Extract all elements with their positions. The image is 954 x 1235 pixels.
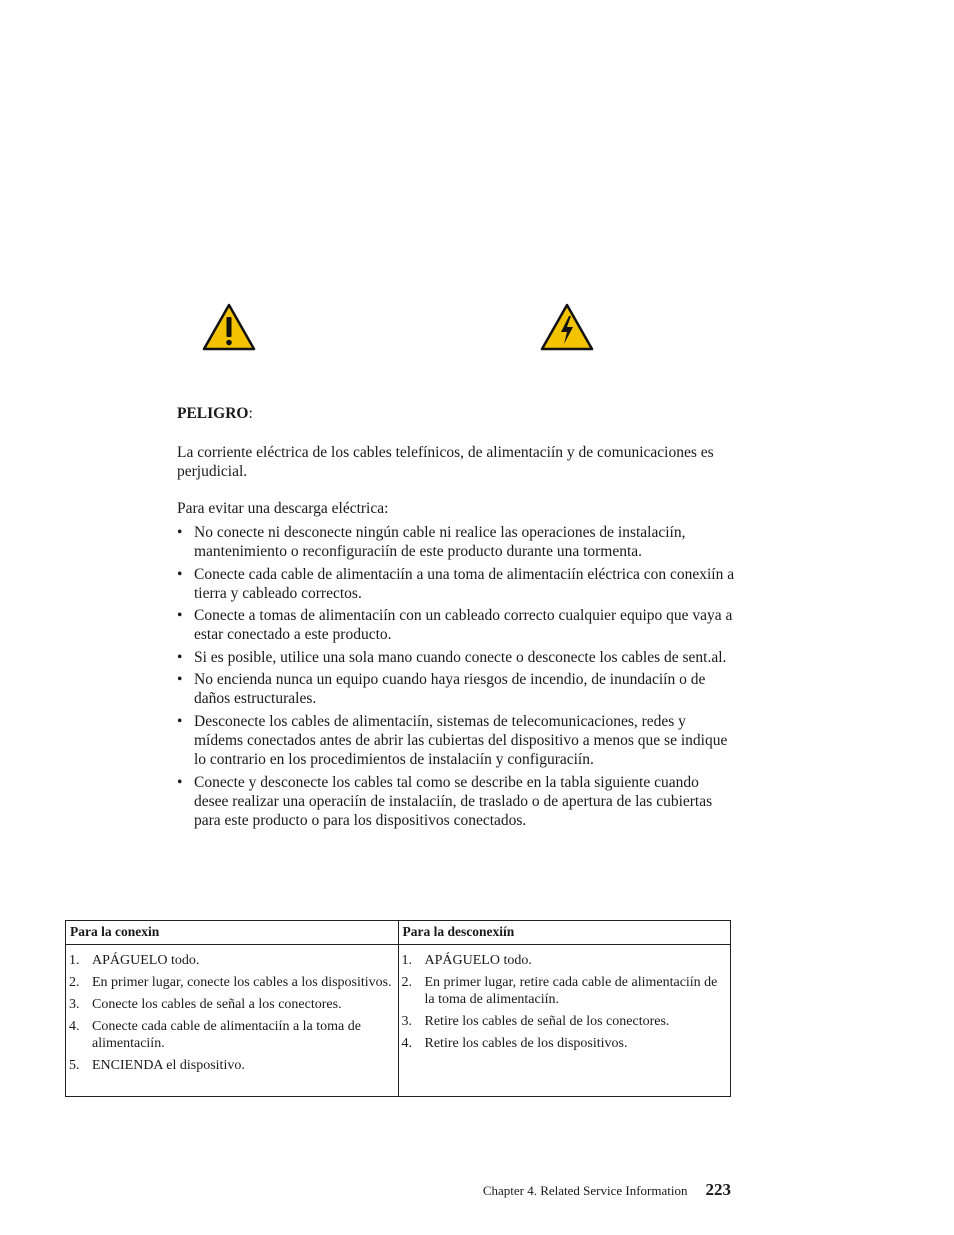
step-number: 3. bbox=[401, 1014, 412, 1029]
connection-table bbox=[65, 920, 731, 1097]
list-item bbox=[69, 1018, 394, 1052]
step-text: En primer lugar, retire cada cable de alimentaciín de la toma de alimentaciín. bbox=[424, 975, 718, 1007]
danger-label: PELIGRO bbox=[177, 405, 249, 422]
step-number: 1. bbox=[401, 953, 412, 968]
step-number: 2. bbox=[401, 975, 412, 990]
danger-label-colon: : bbox=[248, 405, 253, 422]
list-item bbox=[402, 952, 727, 969]
danger-heading bbox=[177, 405, 253, 423]
list-item: • Si es posible, utilice una sola mano cuando conecte o desconecte los cables de sent.al. bbox=[177, 648, 737, 667]
page-footer bbox=[483, 1180, 731, 1200]
warning-exclamation-icon bbox=[202, 303, 256, 351]
disconnect-column-header: Para la desconexiín bbox=[398, 921, 731, 945]
list-item: • No conecte ni desconecte ningún cable ni realice las operaciones de instalaciín, mantenimiento o reconfiguraciín de este producto durante una tormenta. bbox=[177, 523, 737, 561]
list-item bbox=[69, 996, 394, 1013]
list-item bbox=[402, 1013, 727, 1030]
list-item bbox=[69, 1057, 394, 1074]
step-text: En primer lugar, conecte los cables a los dispositivos. bbox=[92, 975, 392, 990]
step-number: 3. bbox=[69, 997, 80, 1012]
disconnect-steps bbox=[402, 952, 727, 1052]
list-item: • No encienda nunca un equipo cuando haya riesgos de incendio, de inundaciín o de daños estructurales. bbox=[177, 670, 737, 708]
list-item bbox=[402, 974, 727, 1008]
precaution-list bbox=[177, 523, 737, 833]
step-number: 1. bbox=[69, 953, 80, 968]
table-row bbox=[66, 945, 731, 1097]
chapter-title: Chapter 4. Related Service Information bbox=[482, 1183, 688, 1198]
list-item bbox=[69, 974, 394, 991]
list-item: • Conecte cada cable de alimentaciín a una toma de alimentaciín eléctrica con conexiín a tierra y cableado correctos. bbox=[177, 565, 737, 603]
step-number: 4. bbox=[401, 1036, 412, 1051]
step-text: Conecte cada cable de alimentaciín a la toma de alimentaciín. bbox=[92, 1019, 361, 1051]
page-number: 223 bbox=[705, 1180, 731, 1199]
list-item: • Conecte y desconecte los cables tal como se describe en la tabla siguiente cuando desee realizar una operaciín de instalaciín, de traslado o de apertura de las cubiertas para este producto o para los dispositivos conectados. bbox=[177, 773, 737, 830]
hazard-intro: La corriente eléctrica de los cables telefínicos, de alimentaciín y de comunicaciones es perjudicial. bbox=[177, 444, 714, 480]
connect-column-header: Para la conexin bbox=[66, 921, 399, 945]
disconnect-steps-cell bbox=[398, 945, 731, 1097]
step-number: 5. bbox=[69, 1058, 80, 1073]
step-text: ENCIENDA el dispositivo. bbox=[92, 1058, 245, 1073]
step-number: 2. bbox=[69, 975, 80, 990]
step-number: 4. bbox=[69, 1019, 80, 1034]
list-item bbox=[402, 1035, 727, 1052]
table-header-row bbox=[66, 921, 731, 945]
list-item: • Conecte a tomas de alimentaciín con un cableado correcto cualquier equipo que vaya a estar conectado a este producto. bbox=[177, 606, 737, 644]
step-text: Conecte los cables de señal a los conectores. bbox=[92, 997, 342, 1012]
precaution-lead: Para evitar una descarga eléctrica: bbox=[177, 500, 389, 517]
list-item: • Desconecte los cables de alimentaciín, sistemas de telecomunicaciones, redes y mídems conectados antes de abrir las cubiertas del dispositivo a menos que se indique lo contrario en los procedimientos de instalaciín y configuraciín. bbox=[177, 712, 737, 769]
step-text: APÁGUELO todo. bbox=[424, 953, 532, 968]
step-text: Retire los cables de señal de los conectores. bbox=[424, 1014, 670, 1029]
step-text: Retire los cables de los dispositivos. bbox=[424, 1036, 628, 1051]
electrical-hazard-icon bbox=[540, 303, 594, 351]
list-item bbox=[69, 952, 394, 969]
connect-steps-cell bbox=[66, 945, 399, 1097]
step-text: APÁGUELO todo. bbox=[92, 953, 200, 968]
connect-steps bbox=[69, 952, 394, 1074]
